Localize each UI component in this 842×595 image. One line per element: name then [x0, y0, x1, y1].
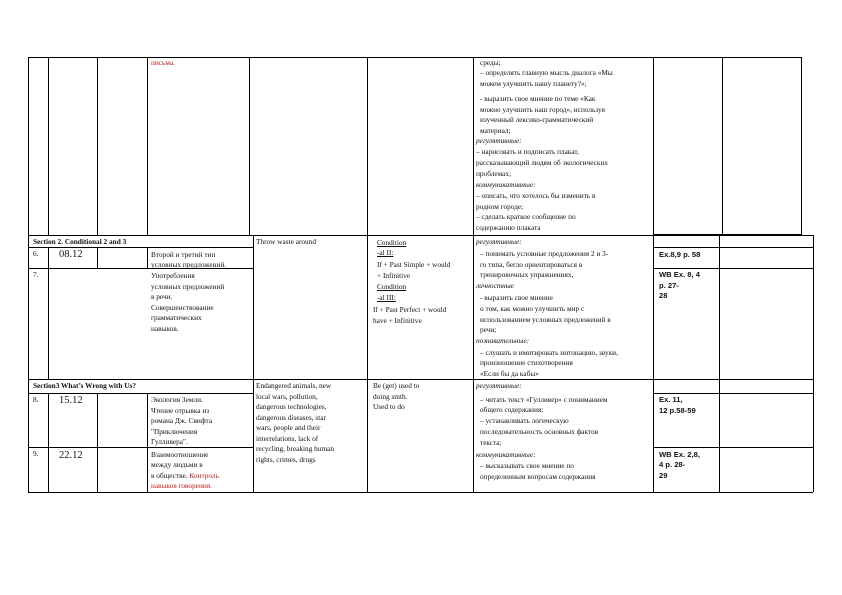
- topic-line: навыков.: [151, 323, 179, 333]
- topic-line: Совершенствование: [151, 302, 214, 312]
- outcome-line: «Если бы да кабы»: [480, 368, 539, 378]
- outcome-line: – устанавливать логическую: [480, 416, 569, 425]
- outcome-heading: регулятивные:: [476, 236, 522, 246]
- grammar-line: -al III:: [377, 292, 396, 302]
- grammar-line: doing smth.: [373, 391, 408, 401]
- grammar-line: Condition: [377, 282, 407, 291]
- homework: p. 27-: [659, 280, 679, 290]
- outcome-line: проблемах;: [476, 169, 512, 178]
- topic-line-mixed: в обществе. Контроль: [151, 470, 219, 480]
- topic-line: Гулливера".: [151, 437, 188, 446]
- outcome-line: – понимать условные предложения 2 и 3-: [480, 249, 609, 258]
- grammar-line: If + Past Perfect + would: [373, 305, 447, 314]
- outcome-heading: регулятивные:: [476, 136, 522, 145]
- vocab-line: rights, crimes, drugs: [256, 454, 316, 464]
- topic-line: грамматических: [151, 313, 202, 322]
- topic-continuation: письма.: [151, 58, 176, 67]
- section-title: Section3 What’s Wrong with Us?: [33, 380, 136, 390]
- homework: WB Ex. 8, 4: [659, 270, 700, 279]
- outcome-line: – высказывать свое мнение по: [480, 460, 574, 470]
- outcome-line: го типа, бегло ориентироваться в: [480, 259, 583, 269]
- homework: Ex. 11,: [659, 395, 683, 404]
- outcome-line: произношение стихотворения: [480, 358, 573, 367]
- topic-line: Употребления: [151, 271, 195, 280]
- homework: 4 p. 28-: [659, 460, 686, 469]
- vocabulary-cell: Throw waste around: [256, 236, 316, 246]
- topic-line: Чтение отрывка из: [151, 405, 210, 415]
- homework: 29: [659, 470, 668, 480]
- homework: Ex.8,9 p. 58: [659, 249, 701, 259]
- lesson-date: 15.12: [59, 395, 83, 406]
- vocab-line: local wars, pollution,: [256, 391, 318, 401]
- outcome-line: речи;: [480, 325, 497, 334]
- topic-line: в речи.: [151, 292, 173, 301]
- outcome-line: общего содержания;: [480, 405, 544, 414]
- lesson-number: 6.: [33, 249, 39, 258]
- section-title: Section 2. Conditional 2 and 3: [33, 236, 127, 246]
- topic-line: условных предложений.: [151, 260, 227, 269]
- grammar-line: Condition: [377, 237, 407, 247]
- lesson-number: 8.: [33, 394, 39, 404]
- vocab-line: Endangered animals, new: [256, 381, 332, 390]
- outcome-line: рассказывающий людям об экологических: [476, 158, 609, 167]
- vocab-line: dangerous technologies,: [256, 402, 327, 411]
- outcome-line: – описать, что хотелось бы изменить в: [476, 191, 596, 200]
- grammar-line: Used to do: [373, 402, 405, 411]
- grammar-line: have + Infinitive: [373, 315, 422, 325]
- outcome-line: – нарисовать и подписать плакат,: [476, 147, 579, 156]
- outcome-line: о том, как можно улучшить мир с: [480, 304, 585, 313]
- topic-line: Второй и третий тип: [151, 249, 216, 259]
- homework: 28: [659, 291, 668, 300]
- outcome-heading: познавательные:: [476, 336, 530, 345]
- outcome-line: – определять главную мысль диалога «Мы: [480, 68, 613, 77]
- outcome-line: текста;: [480, 438, 502, 447]
- vocab-line: wars, people and their: [256, 423, 321, 432]
- topic-line: романа Дж. Свифта: [151, 416, 213, 425]
- outcome-line: – слушать и имитировать интонацию, звуки,: [480, 347, 618, 357]
- outcome-line: можно улучшить наш город», используя: [480, 104, 605, 114]
- lesson-date: 08.12: [59, 249, 83, 260]
- topic-line: условных предложений: [151, 281, 225, 291]
- outcome-line: тренировочных упражнениях,: [480, 270, 574, 279]
- outcome-line: содержанию плаката: [476, 222, 541, 232]
- homework: 12 p.58-59: [659, 405, 696, 415]
- grammar-line: -al II:: [377, 248, 394, 257]
- topic-line: между людьми в: [151, 460, 203, 469]
- outcome-heading: личностные: [476, 281, 514, 290]
- lesson-number: 7.: [33, 270, 39, 279]
- vocab-line: interrelations, lack of: [256, 433, 319, 443]
- topic-line: Экология Земли.: [151, 395, 203, 404]
- topic-line: навыков говорения.: [151, 481, 212, 490]
- outcome-line: - выразить свое мнение: [480, 293, 553, 302]
- outcome-line: родном городе;: [476, 201, 524, 211]
- control-marker: Контроль: [189, 470, 219, 480]
- lesson-date: 22.12: [59, 450, 83, 461]
- vocab-line: dangerous diseases, star: [256, 412, 326, 422]
- outcome-heading: коммуникативные:: [476, 449, 536, 459]
- outcome-line: изученный лексико-грамматический: [480, 115, 594, 124]
- lesson-number: 9.: [33, 449, 39, 458]
- topic-line: Взаимоотношение: [151, 449, 209, 459]
- outcome-line: можем улучшить нашу планету?»;: [480, 78, 587, 88]
- grammar-line: Be (get) used to: [373, 381, 420, 390]
- outcome-line: последовательность основных фактов: [480, 427, 599, 436]
- outcome-line: определенным вопросам содержания: [480, 471, 596, 481]
- outcome-heading: коммуникативные:: [476, 180, 536, 189]
- grammar-line: If + Past Simple + would: [377, 260, 451, 269]
- outcome-line: – сделать краткое сообщение по: [476, 212, 576, 221]
- outcome-line: материал;: [480, 125, 511, 135]
- outcome-line: – читать текст «Гулливер» с пониманием: [480, 394, 608, 404]
- outcome-line: среды;: [480, 58, 501, 67]
- outcome-heading: регулятивные:: [476, 381, 522, 390]
- vocab-line: recycling, breaking human: [256, 444, 335, 453]
- grammar-line: + Infinitive: [377, 271, 411, 280]
- homework: WB Ex. 2,8,: [659, 449, 700, 459]
- outcome-line: - выразить свое мнение по теме «Как: [480, 94, 596, 103]
- topic-line: "Приключения: [151, 426, 198, 436]
- outcome-line: использованием условных предложений в: [480, 314, 611, 324]
